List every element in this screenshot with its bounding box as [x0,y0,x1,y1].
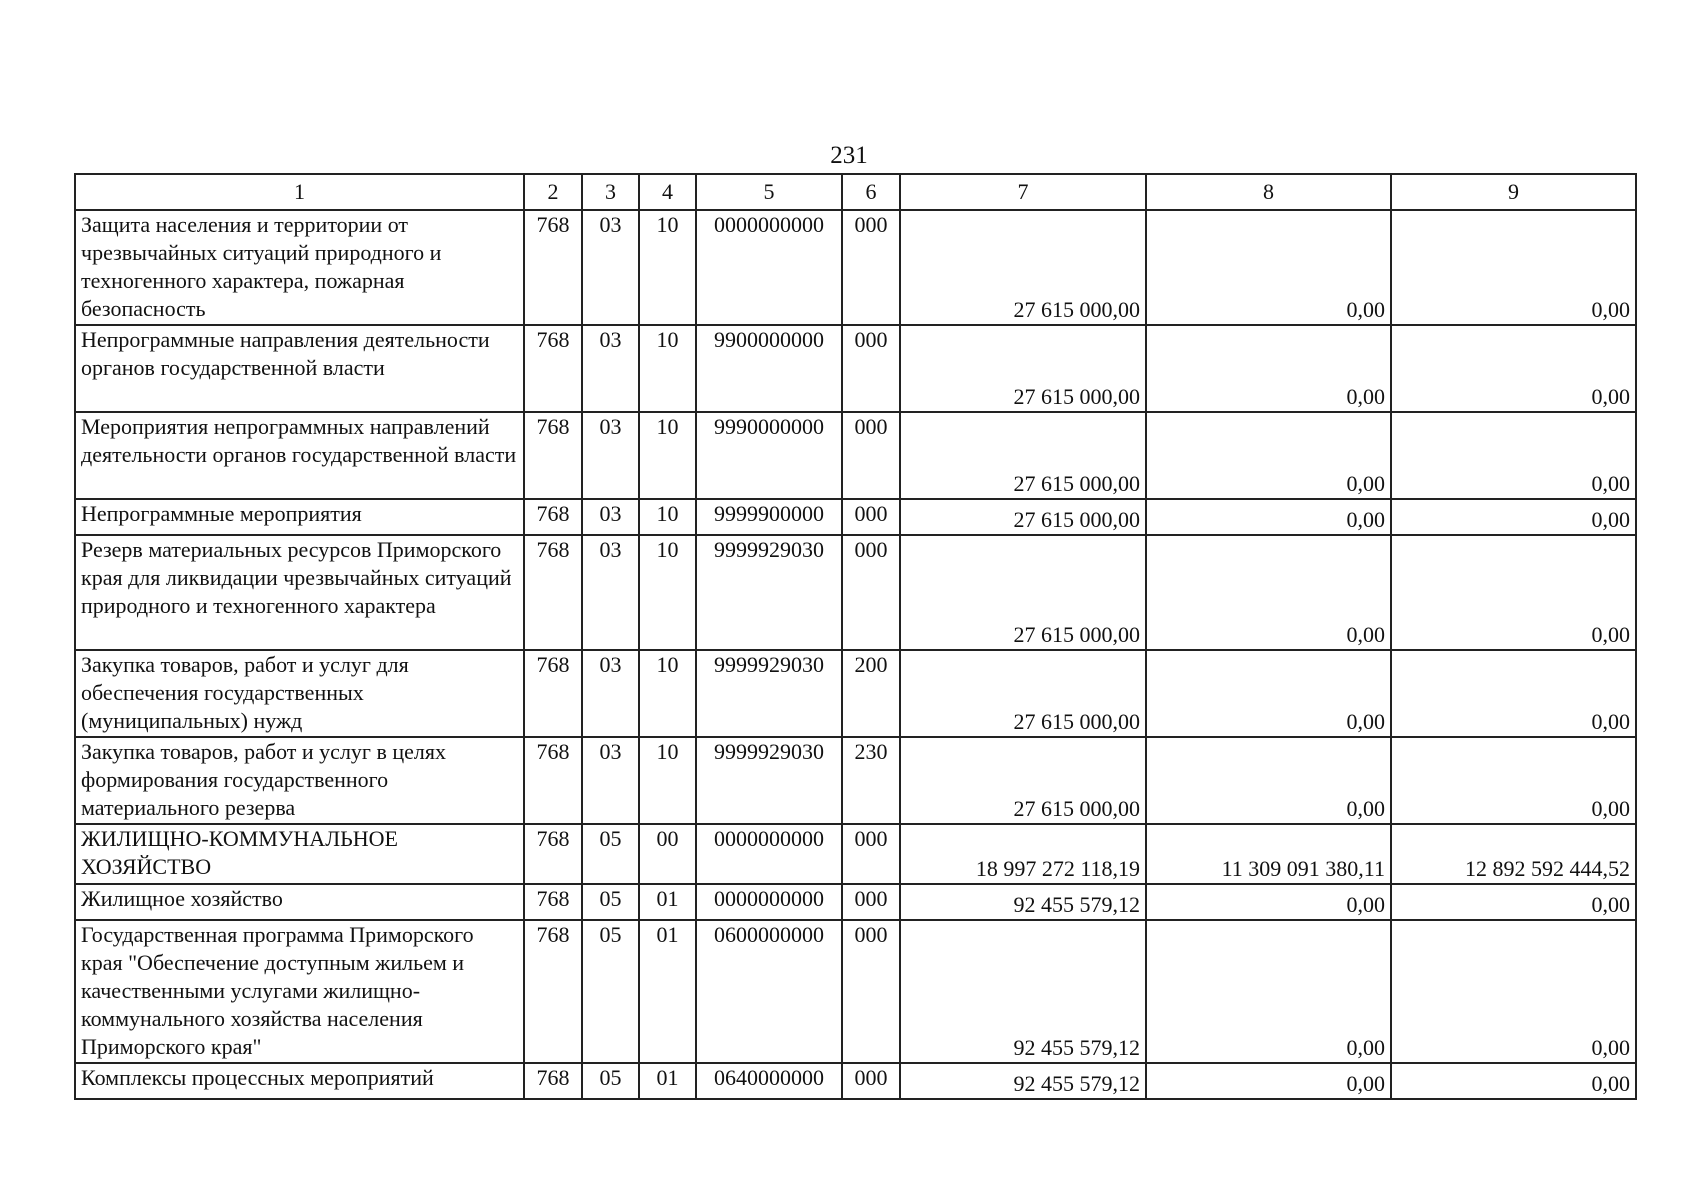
row-amount-7: 27 615 000,00 [900,499,1146,535]
row-code-4: 10 [639,210,696,325]
column-header: 4 [639,174,696,210]
row-amount-8: 0,00 [1146,325,1391,412]
row-amount-7: 92 455 579,12 [900,1063,1146,1099]
row-code-6: 000 [842,1063,900,1099]
row-name: Непрограммные направления деятельности органов государственной власти [75,325,524,412]
row-code-6: 000 [842,535,900,650]
row-amount-7: 27 615 000,00 [900,325,1146,412]
row-amount-9: 0,00 [1391,1063,1636,1099]
row-name: Государственная программа Приморского края "Обеспечение доступным жильем и качественными услугами жилищно-коммунального хозяйства населения Приморского края" [75,920,524,1063]
column-header: 6 [842,174,900,210]
row-code-3: 03 [582,325,639,412]
row-code-4: 00 [639,824,696,884]
row-code-5: 0000000000 [696,824,842,884]
row-code-5: 9999900000 [696,499,842,535]
row-code-4: 10 [639,650,696,737]
table-row [75,650,1636,737]
column-header: 2 [524,174,582,210]
row-code-3: 03 [582,210,639,325]
row-code-6: 000 [842,325,900,412]
row-name: Комплексы процессных мероприятий [75,1063,524,1099]
row-code-5: 9999929030 [696,737,842,824]
column-header: 8 [1146,174,1391,210]
row-code-3: 05 [582,1063,639,1099]
table-row [75,1063,1636,1099]
row-amount-8: 0,00 [1146,535,1391,650]
row-amount-9: 0,00 [1391,325,1636,412]
row-code-3: 03 [582,737,639,824]
row-amount-7: 27 615 000,00 [900,210,1146,325]
row-code-4: 01 [639,1063,696,1099]
table-row [75,884,1636,920]
table-row [75,920,1636,1063]
row-amount-9: 12 892 592 444,52 [1391,824,1636,884]
row-code-4: 01 [639,884,696,920]
table-row [75,737,1636,824]
row-code-5: 0000000000 [696,884,842,920]
page-number: 231 [830,142,868,169]
row-code-6: 000 [842,920,900,1063]
budget-table [74,173,1637,1100]
row-amount-7: 27 615 000,00 [900,737,1146,824]
row-code-6: 000 [842,884,900,920]
table-row [75,210,1636,325]
row-code-4: 01 [639,920,696,1063]
column-header: 7 [900,174,1146,210]
row-amount-9: 0,00 [1391,920,1636,1063]
row-name: Мероприятия непрограммных направлений деятельности органов государственной власти [75,412,524,499]
row-code-6: 000 [842,412,900,499]
row-amount-9: 0,00 [1391,210,1636,325]
row-amount-8: 0,00 [1146,650,1391,737]
column-header: 3 [582,174,639,210]
row-amount-8: 11 309 091 380,11 [1146,824,1391,884]
table-row [75,824,1636,884]
row-code-4: 10 [639,412,696,499]
row-code-5: 0640000000 [696,1063,842,1099]
row-amount-9: 0,00 [1391,737,1636,824]
row-amount-7: 92 455 579,12 [900,920,1146,1063]
row-amount-7: 27 615 000,00 [900,650,1146,737]
row-code-3: 05 [582,824,639,884]
row-amount-7: 27 615 000,00 [900,535,1146,650]
row-code-5: 9999929030 [696,535,842,650]
row-name: Резерв материальных ресурсов Приморского края для ликвидации чрезвычайных ситуаций природного и техногенного характера [75,535,524,650]
row-code-6: 200 [842,650,900,737]
row-code-4: 10 [639,737,696,824]
row-amount-8: 0,00 [1146,499,1391,535]
row-amount-9: 0,00 [1391,650,1636,737]
row-code-5: 0000000000 [696,210,842,325]
row-code-3: 05 [582,920,639,1063]
row-code-3: 05 [582,884,639,920]
row-code-3: 03 [582,412,639,499]
row-amount-9: 0,00 [1391,499,1636,535]
row-name: Жилищное хозяйство [75,884,524,920]
row-code-2: 768 [524,325,582,412]
row-amount-8: 0,00 [1146,412,1391,499]
row-amount-8: 0,00 [1146,1063,1391,1099]
row-code-5: 9900000000 [696,325,842,412]
row-code-2: 768 [524,535,582,650]
row-amount-7: 92 455 579,12 [900,884,1146,920]
row-amount-8: 0,00 [1146,884,1391,920]
row-code-3: 03 [582,535,639,650]
row-code-2: 768 [524,920,582,1063]
row-code-6: 230 [842,737,900,824]
row-code-6: 000 [842,499,900,535]
row-code-5: 9990000000 [696,412,842,499]
row-code-2: 768 [524,737,582,824]
row-code-5: 0600000000 [696,920,842,1063]
row-amount-8: 0,00 [1146,210,1391,325]
row-code-2: 768 [524,499,582,535]
row-amount-8: 0,00 [1146,737,1391,824]
column-header: 9 [1391,174,1636,210]
row-code-2: 768 [524,650,582,737]
row-code-6: 000 [842,210,900,325]
row-code-4: 10 [639,535,696,650]
column-header: 1 [75,174,524,210]
table-row [75,535,1636,650]
row-code-4: 10 [639,325,696,412]
row-code-2: 768 [524,412,582,499]
row-amount-9: 0,00 [1391,412,1636,499]
table-row [75,412,1636,499]
table-row [75,325,1636,412]
row-code-6: 000 [842,824,900,884]
row-name: Закупка товаров, работ и услуг для обеспечения государственных (муниципальных) нужд [75,650,524,737]
row-amount-8: 0,00 [1146,920,1391,1063]
row-code-2: 768 [524,884,582,920]
row-name: Защита населения и территории от чрезвычайных ситуаций природного и техногенного характера, пожарная безопасность [75,210,524,325]
row-code-2: 768 [524,1063,582,1099]
row-code-2: 768 [524,210,582,325]
column-header: 5 [696,174,842,210]
row-code-5: 9999929030 [696,650,842,737]
row-amount-7: 27 615 000,00 [900,412,1146,499]
header-row [75,174,1636,210]
row-name: Закупка товаров, работ и услуг в целях формирования государственного материального резерва [75,737,524,824]
row-code-2: 768 [524,824,582,884]
row-name: ЖИЛИЩНО-КОММУНАЛЬНОЕ ХОЗЯЙСТВО [75,824,524,884]
row-amount-9: 0,00 [1391,884,1636,920]
row-amount-9: 0,00 [1391,535,1636,650]
row-code-3: 03 [582,650,639,737]
row-code-4: 10 [639,499,696,535]
table-row [75,499,1636,535]
row-name: Непрограммные мероприятия [75,499,524,535]
row-amount-7: 18 997 272 118,19 [900,824,1146,884]
row-code-3: 03 [582,499,639,535]
